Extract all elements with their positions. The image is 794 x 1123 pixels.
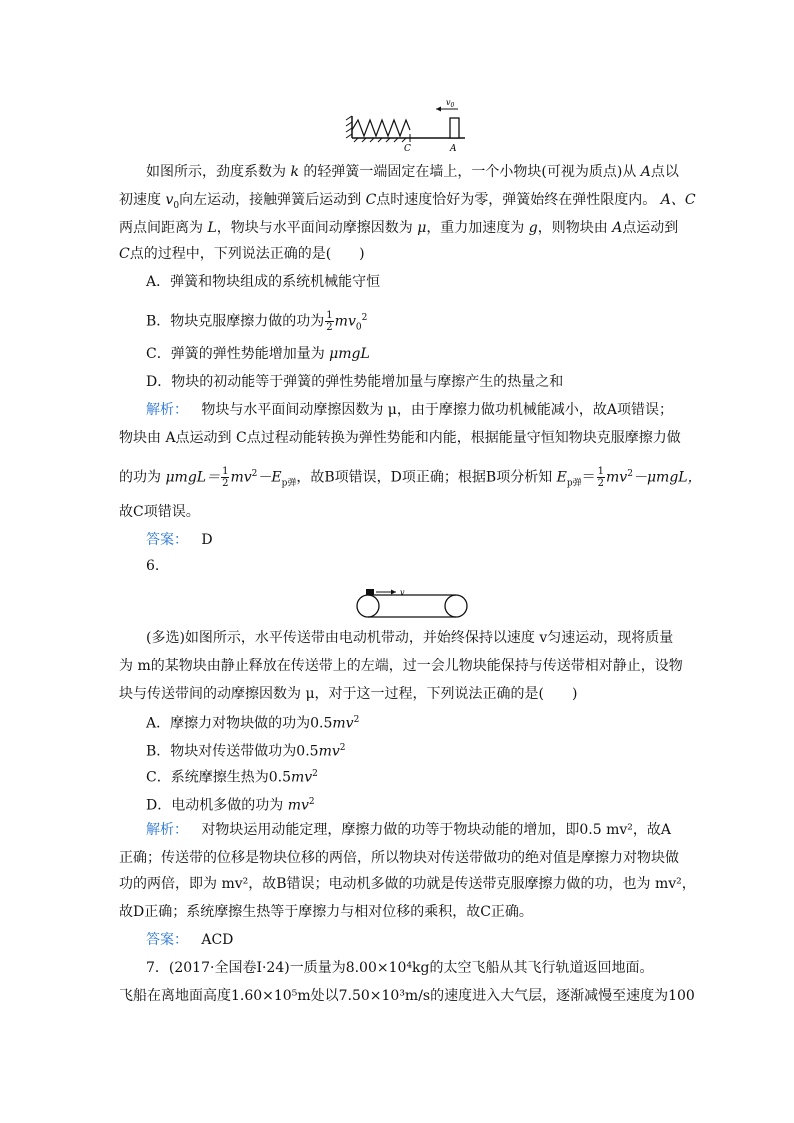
q5-stem-line-3: 两点间距离为 L，物块与水平面间动摩擦因数为 μ，重力加速度为 g，则物块由 A点运动到: [119, 220, 679, 236]
q5-option-d: D．物块的初动能等于弹簧的弹性势能增加量与摩擦产生的热量之和: [146, 374, 564, 390]
q6-option-c: C．系统摩擦生热为$0.5mv^2$: [146, 769, 318, 786]
spring-block-figure: [340, 96, 470, 152]
conveyor-belt-figure: [352, 588, 474, 622]
q5-option-a: A．弹簧和物块组成的系统机械能守恒: [146, 274, 381, 290]
q6-stem-line-1: (多选)如图所示，水平传送带由电动机带动，并始终保持以速度 v匀速运动，现将质量: [146, 630, 674, 646]
q5-stem-line-1: 如图所示，劲度系数为 k 的轻弹簧一端固定在墙上，一个小物块(可视为质点)从 A点以: [146, 164, 679, 180]
q6-solution-line-3: 功的两倍，即为 mv²，故B错误；电动机多做的功就是传送带克服摩擦力做的功，也为 mv²，: [119, 876, 696, 892]
q6-stem-line-2: 为 m的某物块由静止释放在传送带上的左端，过一会儿物块能保持与传送带相对静止，设物: [119, 658, 683, 674]
q5-answer: 答案： D: [146, 532, 213, 548]
q5-stem-line-2: 初速度 $v_0$向左运动，接触弹簧后运动到 C点时速度恰好为零，弹簧始终在弹性限度内。 A、C: [119, 192, 696, 211]
q7-line-2: 飞船在离地面高度1.60×10⁵m处以7.50×10³m/s的速度进入大气层，逐渐减慢至速度为100: [119, 988, 695, 1004]
q7-line-1: 7．(2017·全国卷Ⅰ·24)一质量为8.00×10⁴kg的太空飞船从其飞行轨道返回地面。: [146, 960, 654, 976]
label-c: C: [404, 144, 411, 152]
q5-solution-line-3: 的功为 μmgL＝ $\frac{1}{2}$ $mv^2-E_{p弹}$，故B项错误，D项正确；根据B项分析知 $E_{p弹}=$ $\frac{1}{2}$ $mv^2-\mu mgL$，: [119, 466, 702, 490]
q6-solution-line-1: 解析： 对物块运用动能定理，摩擦力做的功等于物块动能的增加，即0.5 mv²，故A: [146, 822, 671, 838]
q6-number: 6.: [146, 558, 160, 574]
q6-stem-line-3: 块与传送带间的动摩擦因数为 μ，对于这一过程，下列说法正确的是( ): [119, 686, 578, 702]
label-v: v: [400, 588, 405, 597]
answer-label: 答案：: [146, 532, 188, 548]
q5-solution-line-1: 解析： 物块与水平面间动摩擦因数为 μ，由于摩擦力做功机械能减小，故A项错误；: [146, 402, 674, 418]
label-a: A: [450, 144, 457, 152]
q6-option-b: B．物块对传送带做功为$0.5mv^2$: [146, 743, 346, 760]
q6-option-a: A．摩擦力对物块做的功为$0.5mv^2$: [146, 715, 360, 732]
q6-option-d: D．电动机多做的功为 $mv^2$: [146, 797, 315, 814]
q5-option-c: C．弹簧的弹性势能增加量为 μmgL: [146, 346, 370, 362]
q5-stem-line-4: C点的过程中，下列说法正确的是( ): [119, 246, 365, 262]
label-v0: $v_0$: [446, 98, 455, 109]
q5-solution-line-4: 故C项错误。: [119, 504, 200, 520]
q5-option-b: B．物块克服摩擦力做的功为 $\frac{1}{2}$ $mv_0^2$: [146, 310, 368, 334]
solution-label: 解析：: [146, 822, 188, 838]
answer-label: 答案：: [146, 932, 188, 948]
solution-label: 解析：: [146, 402, 188, 418]
q6-solution-line-4: 故D正确；系统摩擦生热等于摩擦力与相对位移的乘积，故C正确。: [119, 904, 533, 920]
q6-answer: 答案： ACD: [146, 932, 234, 948]
q5-solution-line-2: 物块由 A点运动到 C点过程动能转换为弹性势能和内能，根据能量守恒知物块克服摩擦力做: [119, 430, 681, 446]
q6-solution-line-2: 正确；传送带的位移是物块位移的两倍，所以物块对传送带做功的绝对值是摩擦力对物块做: [119, 850, 679, 866]
